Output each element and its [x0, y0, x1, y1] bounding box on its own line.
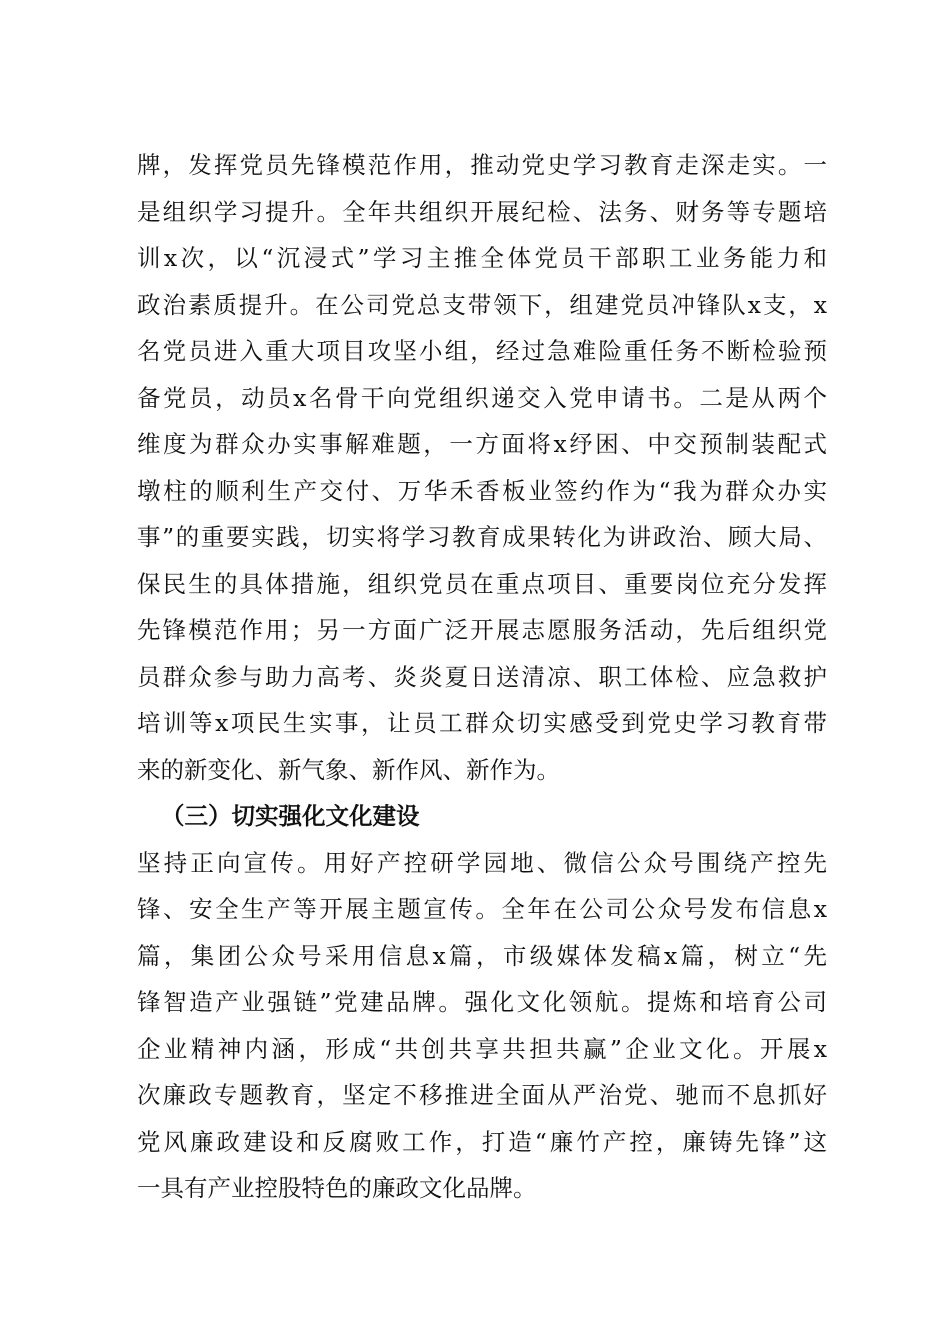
- text-line: 训x次，以“沉浸式”学习主推全体党员干部职工业务能力和: [137, 244, 827, 272]
- text-line: 党风廉政建设和反腐败工作，打造“廉竹产控，廉铸先锋”这: [137, 1127, 827, 1156]
- section-heading: （三）切实强化文化建设: [161, 802, 420, 830]
- text-line: 政治素质提升。在公司党总支带领下，组建党员冲锋队x支，x: [137, 290, 827, 319]
- text-line: 次廉政专题教育，坚定不移推进全面从严治党、驰而不息抓好: [137, 1081, 827, 1109]
- text-line: 来的新变化、新气象、新作风、新作为。: [137, 755, 560, 784]
- text-line: 锋、安全生产等开展主题宣传。全年在公司公众号发布信息x: [137, 895, 827, 923]
- text-line: 篇，集团公众号采用信息x篇，市级媒体发稿x篇，树立“先: [137, 941, 827, 970]
- text-line: 事”的重要实践，切实将学习教育成果转化为讲政治、顾大局、: [137, 523, 827, 551]
- text-line: 备党员，动员x名骨干向党组织递交入党申请书。二是从两个: [137, 383, 827, 412]
- paragraph-culture-building: [137, 840, 827, 1212]
- text-line: 培训等x项民生实事，让员工群众切实感受到党史学习教育带: [137, 709, 827, 737]
- document-body: [137, 142, 827, 1212]
- text-line: 是组织学习提升。全年共组织开展纪检、法务、财务等专题培: [137, 197, 827, 226]
- paragraph-party-history: [137, 142, 827, 793]
- text-line: 先锋模范作用；另一方面广泛开展志愿服务活动，先后组织党: [137, 616, 827, 644]
- text-line: 名党员进入重大项目攻坚小组，经过急难险重任务不断检验预: [137, 337, 827, 365]
- text-line: 维度为群众办实事解难题，一方面将x纾困、中交预制装配式: [137, 430, 827, 458]
- text-line: 保民生的具体措施，组织党员在重点项目、重要岗位充分发挥: [137, 569, 827, 598]
- text-line: 牌，发挥党员先锋模范作用，推动党史学习教育走深走实。一: [137, 151, 827, 179]
- text-line: 企业精神内涵，形成“共创共享共担共赢”企业文化。开展x: [137, 1034, 827, 1063]
- text-line: 员群众参与助力高考、炎炎夏日送清凉、职工体检、应急救护: [137, 662, 827, 691]
- text-line: 锋智造产业强链”党建品牌。强化文化领航。提炼和培育公司: [137, 988, 827, 1016]
- text-line: 墩柱的顺利生产交付、万华禾香板业签约作为“我为群众办实: [137, 476, 827, 505]
- text-line: 坚持正向宣传。用好产控研学园地、微信公众号围绕产控先: [137, 848, 827, 877]
- text-line: 一具有产业控股特色的廉政文化品牌。: [137, 1174, 537, 1202]
